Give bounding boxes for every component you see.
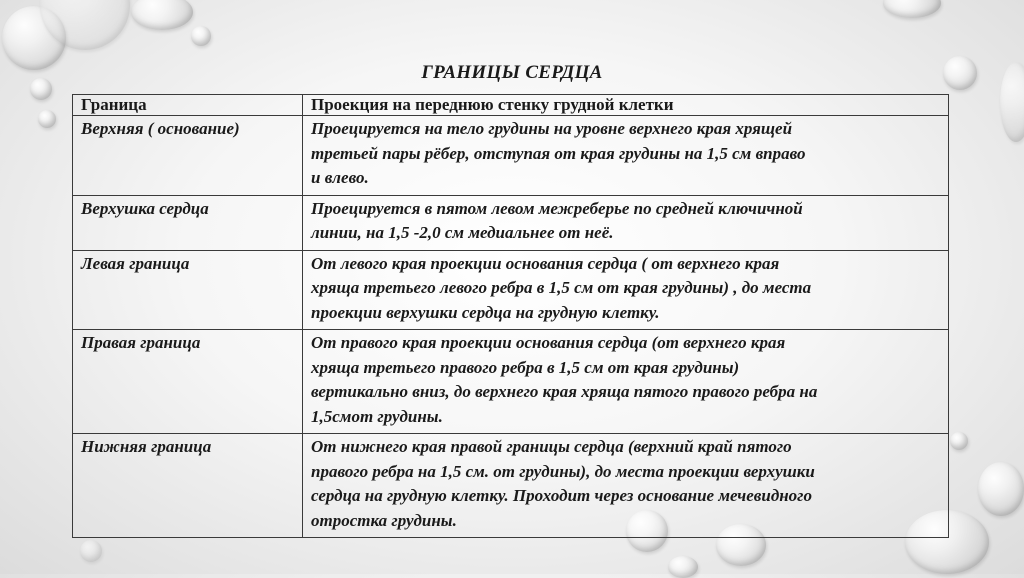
row-border-name: Левая граница: [73, 250, 303, 330]
table-row: [73, 330, 949, 434]
row-projection-text: От нижнего края правой границы сердца (верхний край пятого правого ребра на 1,5 см. от грудины), до места проекции верхушки сердца на грудную клетку. Проходит через основание мечевидного отростка грудины.: [303, 434, 949, 538]
row-border-name: Верхушка сердца: [73, 195, 303, 250]
table-row: [73, 195, 949, 250]
water-drop-decoration: [38, 110, 56, 128]
water-drop-decoration: [191, 26, 211, 46]
row-border-name: Правая граница: [73, 330, 303, 434]
row-projection-text: Проецируется на тело грудины на уровне верхнего края хрящей третьей пары рёбер, отступая от края грудины на 1,5 см вправо и влево.: [303, 116, 949, 196]
slide-title: ГРАНИЦЫ СЕРДЦА: [421, 62, 603, 83]
water-drop-decoration: [883, 0, 941, 18]
water-drop-decoration: [131, 0, 193, 30]
row-border-name: Верхняя ( основание): [73, 116, 303, 196]
row-projection-text: От левого края проекции основания сердца ( от верхнего края хряща третьего левого ребра в 1,5 см от края грудины) , до места проекции верхушки сердца на грудную клетку.: [303, 250, 949, 330]
column-header-border: Граница: [73, 95, 303, 116]
water-drop-decoration: [950, 432, 968, 450]
water-drop-decoration: [668, 556, 698, 578]
water-drop-decoration: [978, 462, 1024, 516]
table-row: [73, 434, 949, 538]
row-border-name: Нижняя граница: [73, 434, 303, 538]
row-projection-text: Проецируется в пятом левом межреберье по средней ключичной линии, на 1,5 -2,0 см медиальнее от неё.: [303, 195, 949, 250]
heart-borders-table: [72, 94, 949, 538]
table-row: [73, 250, 949, 330]
row-projection-text: От правого края проекции основания сердца (от верхнего края хряща третьего правого ребра в 1,5 см от края грудины) вертикально вниз, до верхнего края хряща пятого правого ребра на 1,5смот грудины.: [303, 330, 949, 434]
table-row: [73, 116, 949, 196]
water-drop-decoration: [80, 540, 102, 562]
column-header-projection: Проекция на переднюю стенку грудной клетки: [303, 95, 949, 116]
table-header-row: [73, 95, 949, 116]
